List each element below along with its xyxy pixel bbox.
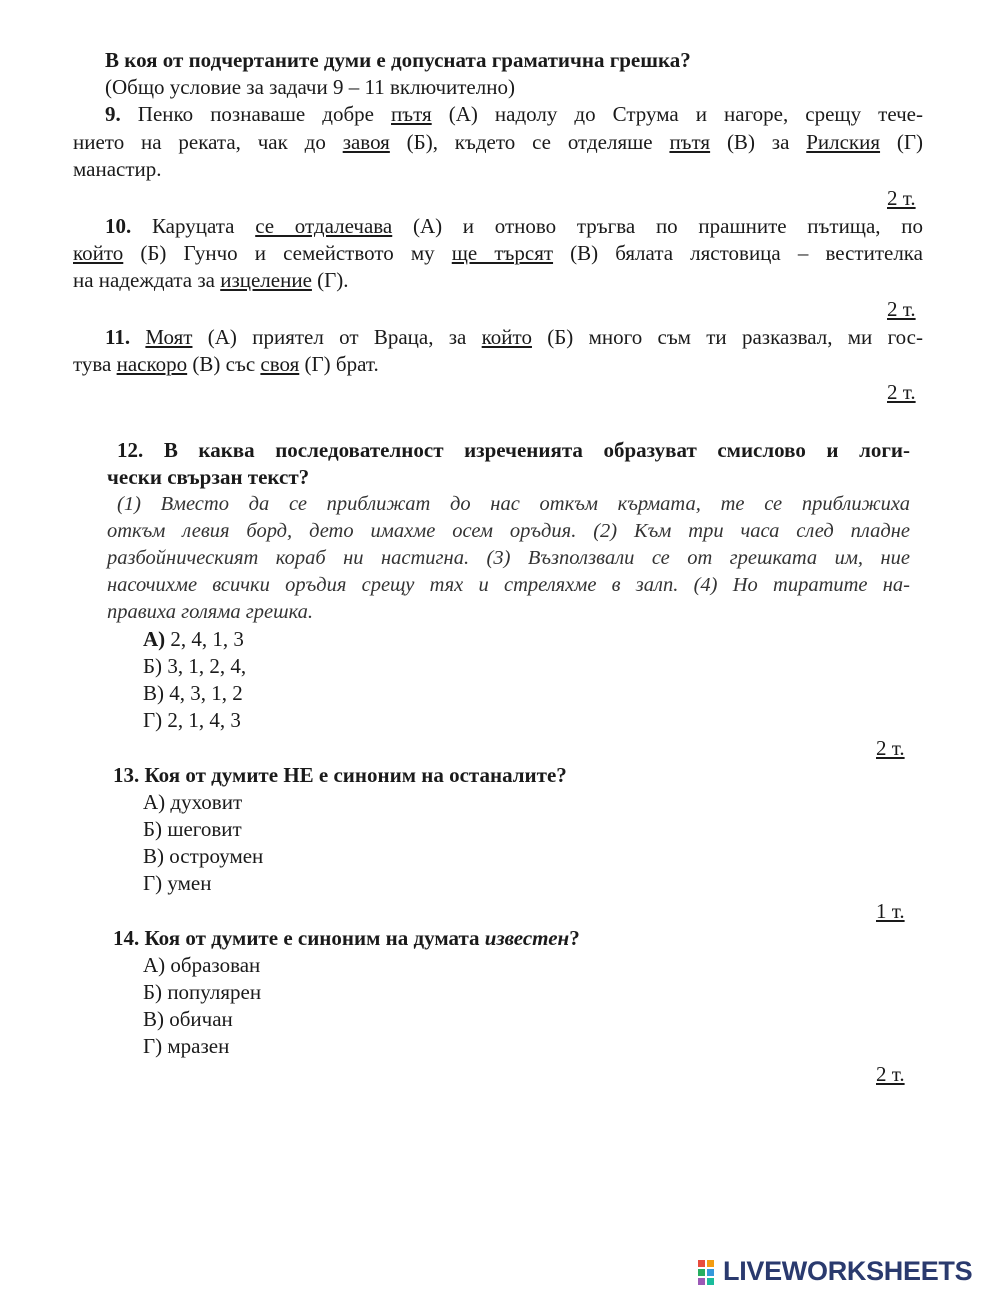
q10-points: 2 т. [887,297,916,321]
q9-line-2: нието на реката, чак до завоя (Б), където се отделяше пътя (В) за Рилския (Г) [73,130,924,154]
q9-underlined-b: завоя [342,130,390,154]
q12-text-line-5: правиха голяма грешка. [107,601,314,623]
logo-square-icon [707,1269,714,1276]
q12-text-line-1: (1) Вместо да се приближат до нас откъм кърмата, те се приближиха [117,493,910,515]
q14-points: 2 т. [876,1062,905,1086]
q12-option-d[interactable]: Г) 2, 1, 4, 3 [143,708,241,732]
q10-underlined-a: се отдалечава [255,214,393,238]
q12-option-b[interactable]: Б) 3, 1, 2, 4, [143,654,247,678]
q10-underlined-c: ще търсят [451,241,554,265]
logo-square-icon [707,1260,714,1267]
q9-underlined-a: пътя [391,102,432,126]
q12-option-c[interactable]: В) 4, 3, 1, 2 [143,681,243,705]
q13-option-a[interactable]: А) духовит [143,790,243,814]
q14-keyword: известен [484,926,570,950]
q12-points: 2 т. [876,736,905,760]
q11-underlined-c: наскоро [116,352,188,376]
q11-underlined-b: който [481,325,532,349]
q9-line-1: 9. Пенко познаваше добре пътя (А) надолу до Струма и нагоре, срещу тече- [105,102,923,126]
q14-option-c[interactable]: В) обичан [143,1007,233,1031]
q10-line-1: 10. Каруцата се отдалечава (А) и отново тръгва по прашните пътища, по [105,214,923,238]
q14-option-b[interactable]: Б) популярен [143,980,262,1004]
q13-option-d[interactable]: Г) умен [143,871,212,895]
liveworksheets-logo[interactable] [695,1255,995,1287]
section-heading: В коя от подчертаните думи е допусната граматична грешка? [105,48,691,72]
q12-title-line-1: 12. В каква последователност изреченията образуват смислово и логи- [117,438,910,462]
logo-square-icon [698,1269,705,1276]
q10-line-3: на надеждата за изцеление (Г). [73,268,349,292]
q12-option-a[interactable]: А) 2, 4, 1, 3 [143,627,244,651]
logo-text: LIVEWORKSHEETS [723,1256,973,1286]
q13-option-c[interactable]: В) остроумен [143,844,264,868]
q11-points: 2 т. [887,380,916,404]
q10-underlined-b: който [73,241,124,265]
q14-title: 14. Коя от думите е синоним на думата известен? [113,926,580,950]
section-note: (Общо условие за задачи 9 – 11 включително) [105,75,515,99]
q9-underlined-d: Рилския [806,130,881,154]
q12-title-line-2: чески свързан текст? [107,465,310,489]
q12-text-line-2: откъм левия борд, дето имахме осем оръдия. (2) Към три часа след пладне [107,520,910,542]
q10-line-2: който (Б) Гунчо и семейството му ще търсят (В) бялата лястовица – вестителка [73,241,924,265]
logo-square-icon [707,1278,714,1285]
q9-number: 9. [105,102,121,126]
q11-underlined-d: своя [260,352,300,376]
q10-number: 10. [105,214,132,238]
q14-option-a[interactable]: А) образован [143,953,261,977]
q12-text-line-3: разбойническият кораб ни настигна. (3) Възползвали се от грешката им, ние [107,547,910,569]
q9-underlined-c: пътя [669,130,711,154]
q13-points: 1 т. [876,899,905,923]
q11-underlined-a: Моят [145,325,193,349]
logo-square-icon [698,1260,705,1267]
q9-line-3: манастир. [73,157,162,181]
q10-underlined-d: изцеление [220,268,312,292]
q12-text-line-4: насочихме всички оръдия срещу тях и стреляхме в залп. (4) Но тиратите на- [107,574,910,596]
q13-option-b[interactable]: Б) шеговит [143,817,242,841]
q11-number: 11. [105,325,131,349]
logo-square-icon [698,1278,705,1285]
q11-line-1: 11. Моят (А) приятел от Враца, за който (Б) много съм ти разказвал, ми гос- [105,325,924,349]
q13-title: 13. Коя от думите НЕ е синоним на останалите? [113,763,567,787]
q14-option-d[interactable]: Г) мразен [143,1034,230,1058]
q11-line-2: тува наскоро (В) със своя (Г) брат. [73,352,379,376]
q9-points: 2 т. [887,186,916,210]
